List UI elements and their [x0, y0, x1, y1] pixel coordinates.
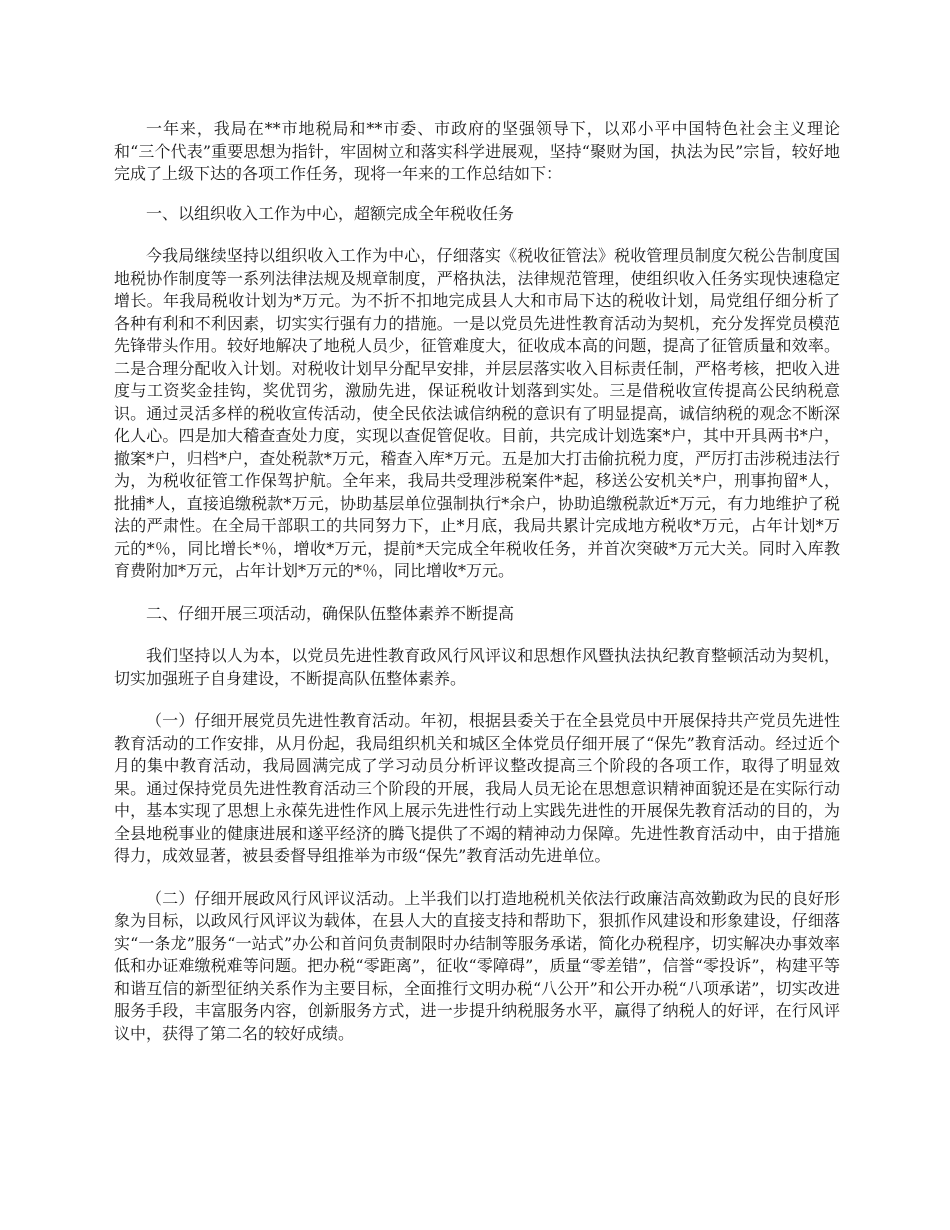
subsection-2-paragraph: （二）仔细开展政风行风评议活动。上半我们以打造地税机关依法行政廉洁高效勤政为民的良好形象为目标，以政风行风评议为载体，在县人大的直接支持和帮助下，狠抓作风建设和形象建设，仔细落实“一条龙”服务“一站式”办公和首问负责制限时办结制等服务承诺，简化办税程序，切实解决办事效率低和办证难缴税难等问题。把办税“零距离”，征收“零障碍”，质量“零差错”，信誉“零投诉”，构建平等和谐互信的新型征纳关系作为主要目标，全面推行文明办税“八公开”和公开办税“八项承诺”，切实改进服务手段，丰富服务内容，创新服务方式，进一步提升纳税服务水平，赢得了纳税人的好评，在行风评议中，获得了第二名的较好成绩。: [114, 888, 840, 1043]
section-1-heading: 一、以组织收入工作为中心，超额完成全年税收任务: [146, 203, 515, 223]
section-2-heading: 二、仔细开展三项活动，确保队伍整体素养不断提高: [146, 603, 515, 623]
document-page: [114, 118, 840, 1045]
subsection-1-paragraph: （一）仔细开展党员先进性教育活动。年初，根据县委关于在全县党员中开展保持共产党员先进性教育活动的工作安排，从月份起，我局组织机关和城区全体党员仔细开展了“保先”教育活动。经过近个月的集中教育活动，我局圆满完成了学习动员分析评议整改提高三个阶段的各项工作，取得了明显效果。通过保持党员先进性教育活动三个阶段的开展，我局人员无论在思想意识精神面貌还是在实际行动中，基本实现了思想上永葆先进性作风上展示先进性行动上实践先进性的开展保先教育活动的目的，为全县地税事业的健康进展和遂平经济的腾飞提供了不竭的精神动力保障。先进性教育活动中，由于措施得力，成效显著，被县委督导组推举为市级“保先”教育活动先进单位。: [114, 711, 840, 865]
section-1-paragraph: 今我局继续坚持以组织收入工作为中心，仔细落实《税收征管法》税收管理员制度欠税公告制度国地税协作制度等一系列法律法规及规章制度，严格执法，法律规范管理，使组织收入任务实现快速稳定增长。年我局税收计划为*万元。为不折不扣地完成县人大和市局下达的税收计划，局党组仔细分析了各种有利和不利因素，切实实行强有力的措施。一是以党员先进性教育活动为契机，充分发挥党员模范先锋带头作用。较好地解决了地税人员少，征管难度大，征收成本高的问题，提高了征管质量和效率。二是合理分配收入计划。对税收计划早分配早安排，并层层落实收入目标责任制，严格考核，把收入进度与工资奖金挂钩，奖优罚劣，激励先进，保证税收计划落到实处。三是借税收宣传提高公民纳税意识。通过灵活多样的税收宣传活动，使全民依法诚信纳税的意识有了明显提高，诚信纳税的观念不断深化人心。四是加大稽查查处力度，实现以查促管促收。目前，共完成计划选案*户，其中开具两书*户，撤案*户，归档*户，查处税款*万元，稽查入库*万元。五是加大打击偷抗税力度，严厉打击涉税违法行为，为税收征管工作保驾护航。全年来，我局共受理涉税案件*起，移送公安机关*户，刑事拘留*人，批捕*人，直接追缴税款*万元，协助基层单位强制执行*余户，协助追缴税款近*万元，有力地维护了税法的严肃性。在全局干部职工的共同努力下，止*月底，我局共累计完成地方税收*万元，占年计划*万元的*％，同比增长*％，增收*万元，提前*天完成全年税收任务，并首次突破*万元大关。同时入库教育费附加*万元，占年计划*万元的*％，同比增收*万元。: [114, 246, 840, 580]
intro-paragraph: 一年来，我局在**市地税局和**市委、市政府的坚强领导下，以邓小平中国特色社会主义理论和“三个代表”重要思想为指针，牢固树立和落实科学进展观，坚持“聚财为国，执法为民”宗旨，较好地完成了上级下达的各项工作任务，现将一年来的工作总结如下：: [114, 119, 840, 183]
section-2-paragraph: 我们坚持以人为本，以党员先进性教育政风行风评议和思想作风暨执法执纪教育整顿活动为契机，切实加强班子自身建设，不断提高队伍整体素养。: [114, 646, 840, 688]
